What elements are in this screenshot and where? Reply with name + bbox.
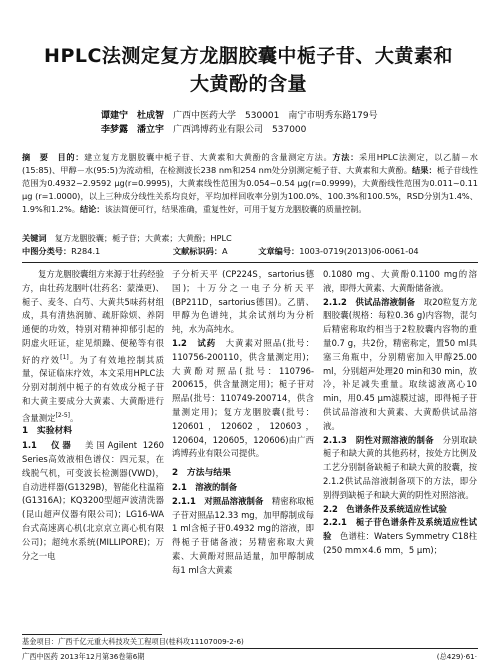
fund-footnote: 基金项目：广西千亿元重大科技攻关工程项目(桂科攻11107009-2-6) bbox=[22, 637, 244, 646]
footer-divider bbox=[22, 648, 478, 649]
footnote-divider bbox=[22, 634, 162, 635]
paragraph-chromatography: 2.2.1 栀子苷色谱条件及系统适应性试验 色谱柱：Waters Symmetry C18柱(250 mm×4.6 mm，5 μm)； bbox=[323, 517, 478, 555]
journal-info: 广西中医药 2013年12月第36卷第6期 bbox=[22, 652, 145, 661]
subsection-heading-2-1: 2.1 溶液的制备 bbox=[172, 481, 238, 492]
author-line-1: 谭建宁 杜成智 广西中医药大学 530001 南宁市明秀东路179号 bbox=[101, 111, 378, 121]
body-column-2 bbox=[172, 268, 314, 578]
paragraph-intro: 复方龙胭胶囊组方来源于壮药经验方，由壮药龙胭叶(壮药名：蒙澡更)、栀子、麦冬、白芍、大黄共5味药材组成，具有清热润肺、疏肝除烦、养阴通便的功效，特别对精神抑郁引起的阴虚火旺证，症见烦躁、便秘等有很好的疗效[1]。为了有效地控制其质量，保证临床疗效，本文采用HPLC法分别对制剂中栀子的有效成分栀子苷和大黄主要成分大黄素、大黄酚进行含量测定[2-5]。 bbox=[22, 269, 165, 423]
body-column-1 bbox=[22, 268, 164, 563]
paper-title-line-2: 大黄酚的含量 bbox=[189, 73, 307, 95]
classification-line: 中图分类号：R284.1 文献标识码：A 文章编号：1003-0719(2013)06-0061-04 bbox=[22, 246, 419, 256]
page-number: (总429)·61· bbox=[436, 652, 477, 661]
paragraph-reagents: 1.2 试药 大黄素对照品(批号：110756-200110，供含量测定用)；大黄酚对照品(批号：110796-200615，供含量测定用)；栀子苷对照品(批号：110749-200714，供含量测定用)；复方龙胭胶囊(批号：120601，120602，120603，120604，120605，120606)由广西鸿博药业有限公司提供。 bbox=[172, 337, 314, 459]
author-line-2: 李梦露 潘立宇 广西鸿博药业有限公司 537000 bbox=[101, 125, 307, 135]
paragraph-sample-solution: 2.1.2 供试品溶液制备 取20粒复方龙胭胶囊(规格：每粒0.36 g)内容物，混匀后精密称取约相当于2粒胶囊内容物的重量0.7 g，共2份，精密称定，置50 ml具塞三角瓶中，分别精密加入甲醇25.00 ml，分别超声处理20 min和30 min，放冷，补足减失重量。取续滤液离心10 min，用0.45 μm滤膜过滤，即得栀子苷供试品溶液和大黄素、大黄酚供试品溶液。 bbox=[323, 296, 477, 431]
keywords: 关键词 复方龙胭胶囊；栀子苷；大黄素；大黄酚；HPLC bbox=[22, 233, 232, 243]
paragraph-balance: 子分析天平 (CP224S，sartorius德国)；十万分之一电子分析天平(BP211D，sartorius德国)。乙腈、甲醇为色谱纯，其余试剂均为分析纯，水为高纯水。 bbox=[172, 269, 314, 335]
paragraph-stock-solution: 0.1080 mg、大黄酚0.1100 mg的溶液，即得大黄素、大黄酚储备液。 bbox=[323, 269, 477, 293]
author-block bbox=[101, 109, 378, 137]
paragraph-negative-control: 2.1.3 阴性对照溶液的制备 分别取缺栀子和缺大黄的其他药材，按处方比例及工艺分别制备缺栀子和缺大黄的胶囊，按2.1.2供试品溶液制备项下的方法，即分别得到缺栀子和缺大黄的阴性对照溶液。 bbox=[323, 434, 477, 500]
paragraph-reference-solution: 2.1.1 对照品溶液制备 精密称取栀子苷对照品12.33 mg，加甲醇制成每1 ml含栀子苷0.4932 mg的溶液，即得栀子苷储备液；另精密称取大黄素、大黄酚对照品适量，加甲醇制成每1 ml含大黄素 bbox=[172, 495, 315, 575]
paper-title-line-1: HPLC法测定复方龙胭胶囊中栀子苷、大黄素和 bbox=[44, 45, 453, 67]
body-column-3 bbox=[323, 268, 477, 558]
subsection-heading-2-2: 2.2 色谱条件及系统适应性试验 bbox=[323, 503, 447, 514]
section-heading-2: 2 方法与结果 bbox=[172, 468, 231, 479]
section-heading-1: 1 实验材料 bbox=[22, 426, 73, 437]
abstract: 摘 要 目的：建立复方龙胭胶囊中栀子苷、大黄素和大黄酚的含量测定方法。方法：采用HPLC法测定，以乙腈－水(15:85)、甲醇－水(95:5)为流动相，在检测波长238 nm和254 nm处分别测定栀子苷、大黄素和大黄酚。结果：栀子苷线性范围为0.4932~2.9592 μg(r=0.9995)，大黄素线性范围为0.054~0.54 μg(r=0.9999)，大黄酚线性范围为0.011~0.11 μg (r=1.0000)，以上三种成分线性关系均良好，平均加样回收率分别为100.0%、100.3%和100.5%，RSD分别为1.4%、1.9%和1.2%。结论：该法简便可行，结果准确，重复性好，可用于复方龙胭胶囊的质量控制。 bbox=[22, 152, 478, 214]
paragraph-instruments: 1.1 仪器 美国Agilent 1260 Series高效液相色谱仪：四元泵，在线脱气机，可变波长检测器(VWD)，自动进样器(G1329B)，智能化柱温箱(G1316A)；KQ3200型超声波清洗器(昆山超声仪器有限公司)；LG16-WA台式高速离心机(北京京立离心机有限公司)；超纯水系统(MILLIPORE)；万分之一电 bbox=[22, 440, 165, 561]
abstract-divider bbox=[22, 262, 478, 263]
